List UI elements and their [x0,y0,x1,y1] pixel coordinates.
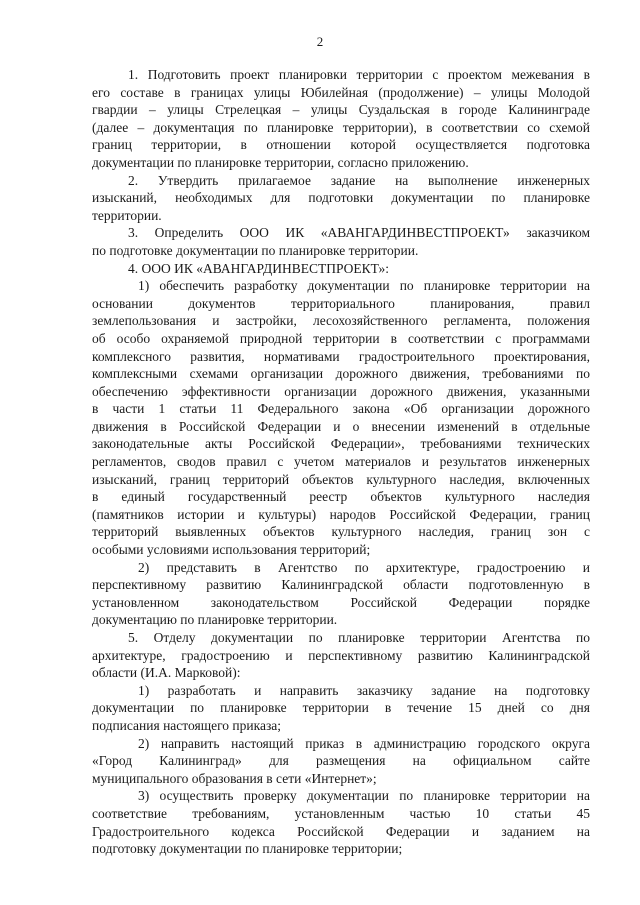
text-line: (памятников истории и культуры) народов Российской Федерации, границ [92,506,590,522]
paragraph-p5-2 [92,735,590,788]
text-line: подготовку документации по планировке территории; [92,841,403,857]
paragraph-p1 [92,66,590,172]
paragraph-p5-1 [92,682,590,735]
paragraph-p5 [92,629,590,682]
text-line: законодательные акты Российской Федерации», требованиями технических [92,436,590,452]
text-line: границ территории, в отношении которой осуществляется подготовка [92,137,590,153]
text-line: 3. Определить ООО ИК «АВАНГАРДИНВЕСТПРОЕКТ» заказчиком [128,225,590,241]
text-line: комплексными схемами организации дорожного движения, требованиями по [92,366,590,382]
text-line: 2) представить в Агентство по архитектуре, градостроению и [138,559,590,575]
paragraph-p4-2 [92,559,590,629]
text-line: перспективному развитию Калининградской области подготовленную в [92,577,590,593]
paragraph-p2 [92,172,590,225]
text-line: его составе в границах улицы Юбилейная (продолжение) – улицы Молодой [92,84,590,100]
text-line: 5. Отделу документации по планировке территории Агентства по [128,630,590,645]
text-line: 3) осуществить проверку документации по планировке территории на [138,788,590,804]
text-line: обеспечению эффективности организации дорожного движения, указанными [92,383,590,399]
text-line: в единый государственный реестр объектов культурного наследия [92,489,590,505]
text-line: об особо охраняемой природной территории в соответствии с программами [92,330,590,346]
paragraph-p3 [92,224,590,259]
text-line: подписания настоящего приказа; [92,717,282,733]
text-line: движения в Российской Федерации и о внесении изменений в отдельные [92,418,590,434]
paragraph-p4 [92,260,590,278]
paragraph-p5-3 [92,787,590,857]
text-line: документации по планировке территории в течение 15 дней со дня [92,700,590,716]
page-number: 2 [316,34,324,49]
text-line: Градостроительного кодекса Российской Федерации и заданием на [92,823,590,839]
text-line: установленном законодательством Российской Федерации порядке [92,594,590,610]
text-line: особыми условиями использования территорий; [92,542,371,558]
text-line: (далее – документация по планировке территории), в соответствии со схемой [92,119,590,135]
text-line: территорий выявленных объектов культурного наследия, границ зон с [92,524,590,540]
text-line: 1) обеспечить разработку документации по планировке территории на [138,278,590,294]
text-line: 2. Утвердить прилагаемое задание на выполнение инженерных [128,172,590,188]
document-body [92,66,590,858]
text-line: 1. Подготовить проект планировки территории с проектом межевания в [128,67,590,82]
text-line: основании документов территориального планирования, правил [92,295,590,311]
text-line: регламентов, сводов правил с учетом материалов и результатов инженерных [92,454,590,470]
text-line: «Город Калининград» для размещения на официальном сайте [92,753,590,769]
text-line: комплексного развития, нормативами градостроительного проектирования, [92,348,590,364]
text-line: территории. [92,207,162,223]
text-line: архитектуре, градостроению и перспективному развитию Калининградской [92,647,590,663]
text-line: изысканий, необходимых для подготовки документации по планировке [92,190,590,206]
text-line: гвардии – улицы Стрелецкая – улицы Суздальская в городе Калининграде [92,102,590,118]
text-line: землепользования и застройки, лесохозяйственного регламента, положения [92,313,590,329]
text-line: в части 1 статьи 11 Федерального закона «Об организации дорожного [92,401,590,417]
text-line: 4. ООО ИК «АВАНГАРДИНВЕСТПРОЕКТ»: [128,260,390,276]
text-line: документации по планировке территории, согласно приложению. [92,154,469,170]
text-line: документацию по планировке территории. [92,612,338,628]
text-line: области (И.А. Марковой): [92,665,241,681]
text-line: соответствие требованиям, установленным частью 10 статьи 45 [92,805,590,821]
paragraph-p4-1 [92,277,590,559]
text-line: 1) разработать и направить заказчику задание на подготовку [138,682,590,698]
text-line: муниципального образования в сети «Интернет»; [92,770,377,786]
text-line: по подготовке документации по планировке территории. [92,242,419,258]
text-line: изысканий, границ территорий объектов культурного наследия, включенных [92,471,590,487]
text-line: 2) направить настоящий приказ в администрацию городского округа [138,735,590,751]
